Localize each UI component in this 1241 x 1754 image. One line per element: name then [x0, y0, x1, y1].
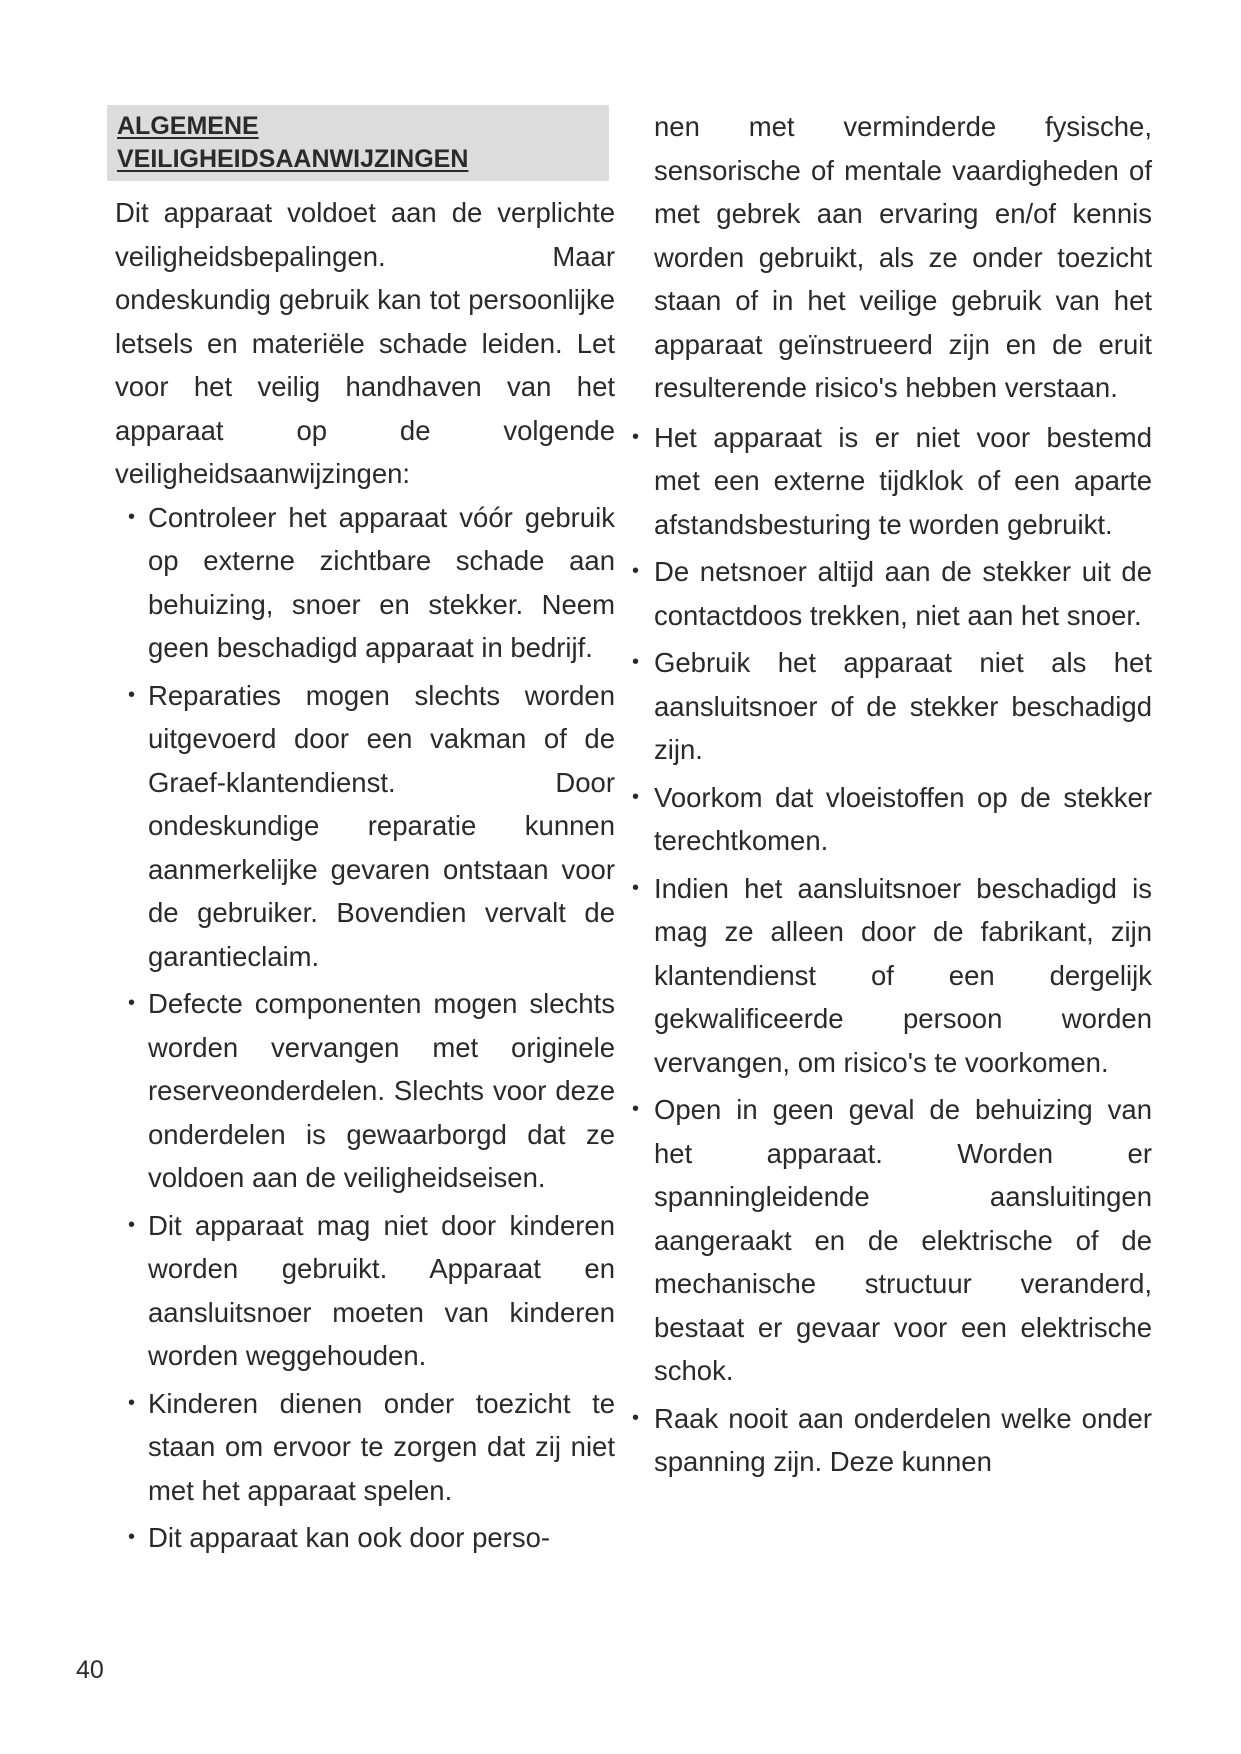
right-bullet-list: [632, 416, 1152, 1484]
left-bullet-list: [128, 496, 615, 1560]
list-item: • Dit apparaat mag niet door kinderen worden gebruikt. Apparaat en aansluitsnoer moeten van kinderen worden weggehouden.: [148, 1204, 615, 1378]
bullet-icon: •: [128, 1391, 136, 1414]
bullet-icon: •: [128, 1526, 136, 1548]
bullet-icon: •: [632, 651, 640, 673]
intro-paragraph: Dit apparaat voldoet aan de verplichte veiligheidsbepalingen. Maar ondeskundig gebruik kan tot persoonlijke letsels en materiële schade leiden. Let voor het veilig handhaven van het apparaat op de volgende veiligheidsaanwijzingen:: [115, 197, 615, 489]
section-heading-box: [107, 105, 609, 181]
bullet-icon: •: [632, 1406, 640, 1429]
bullet-icon: •: [632, 425, 640, 448]
bullet-icon: •: [632, 1098, 640, 1120]
bullet-icon: •: [128, 1213, 136, 1236]
bullet-icon: •: [632, 876, 640, 899]
list-item: • Controleer het apparaat vóór gebruik op externe zichtbare schade aan behuizing, snoer en stekker. Neem geen beschadigd apparaat in bedrijf.: [148, 496, 615, 670]
bullet-icon: •: [128, 683, 136, 706]
left-column: [115, 105, 615, 1564]
right-column: [632, 105, 1152, 1488]
list-item: • De netsnoer altijd aan de stekker uit de contactdoos trekken, niet aan het snoer.: [654, 550, 1152, 637]
list-item: • Dit apparaat kan ook door perso-: [148, 1516, 615, 1560]
bullet-icon: •: [128, 992, 136, 1014]
list-item: • Gebruik het apparaat niet als het aansluitsnoer of de stekker beschadigd zijn.: [654, 641, 1152, 772]
list-item: • Het apparaat is er niet voor bestemd met een externe tijdklok of een aparte afstandsbesturing te worden gebruikt.: [654, 416, 1152, 547]
bullet-icon: •: [632, 560, 640, 582]
bullet-icon: •: [632, 785, 640, 808]
list-item: • Raak nooit aan onderdelen welke onder spanning zijn. Deze kunnen: [654, 1397, 1152, 1484]
list-item: • Indien het aansluitsnoer beschadigd is mag ze alleen door de fabrikant, zijn klantendienst of een dergelijk gekwalificeerde persoon worden vervangen, om risico's te voorkomen.: [654, 867, 1152, 1085]
list-item: • Open in geen geval de behuizing van het apparaat. Worden er spanningleidende aansluitingen aangeraakt en de elektrische of de mechanische structuur veranderd, bestaat er gevaar voor een elektrische schok.: [654, 1088, 1152, 1393]
list-item: • Reparaties mogen slechts worden uitgevoerd door een vakman of de Graef-klantendienst. Door ondeskundige reparatie kunnen aanmerkelijke gevaren ontstaan voor de gebruiker. Bovendien vervalt de garantieclaim.: [148, 674, 615, 979]
list-item: • Defecte componenten mogen slechts worden vervangen met originele reserveonderdelen. Slechts voor deze onderdelen is gewaarborgd dat ze voldoen aan de veiligheidseisen.: [148, 982, 615, 1200]
page-number: 40: [76, 1656, 104, 1684]
section-heading: ALGEMENE VEILIGHEIDSAANWIJZINGEN: [117, 112, 469, 173]
list-item: • Voorkom dat vloeistoffen op de stekker terechtkomen.: [654, 776, 1152, 863]
continued-paragraph: nen met verminderde fysische, sensorische of mentale vaardigheden of met gebrek aan ervaring en/of kennis worden gebruikt, als ze onder toezicht staan of in het veilige gebruik van het apparaat geïnstrueerd zijn en de eruit resulterende risico's hebben verstaan.: [654, 111, 1152, 403]
bullet-icon: •: [128, 505, 136, 528]
list-item: • Kinderen dienen onder toezicht te staan om ervoor te zorgen dat zij niet met het apparaat spelen.: [148, 1382, 615, 1513]
